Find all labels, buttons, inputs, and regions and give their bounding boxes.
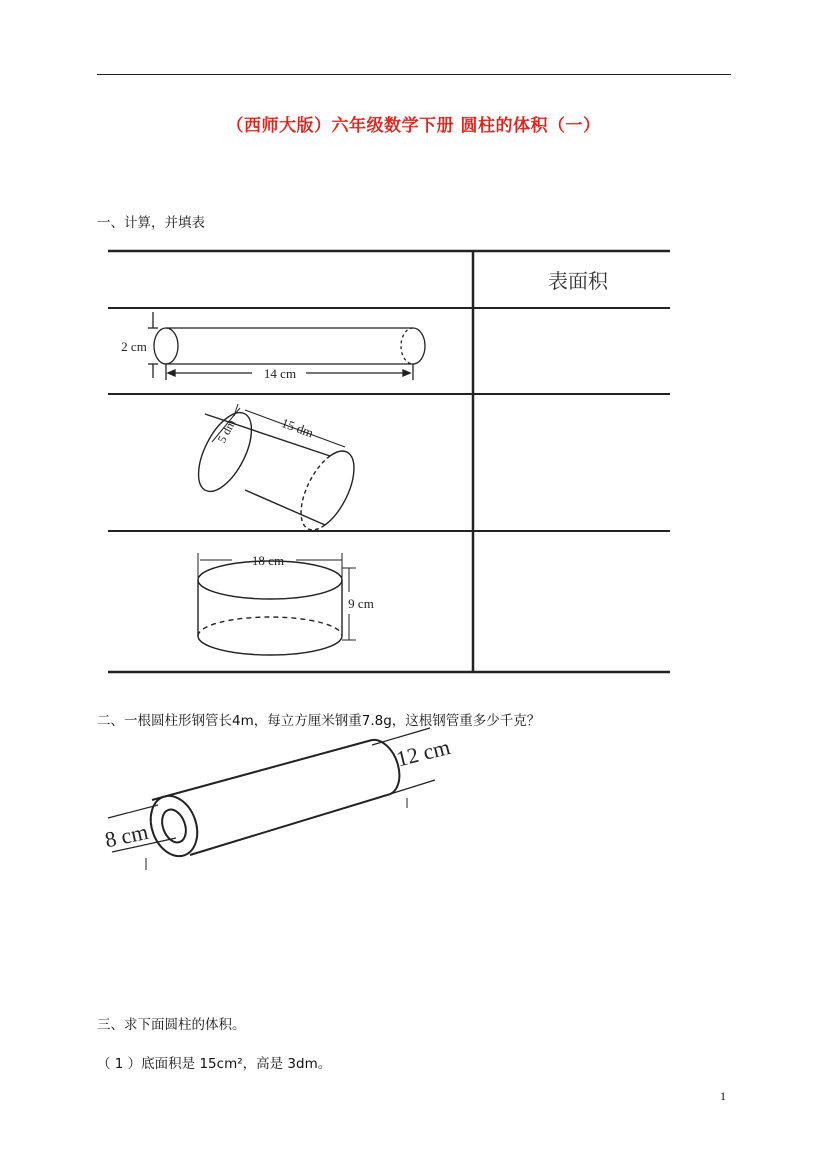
- header-surface-area: 表面积: [548, 271, 608, 293]
- section2-heading: 二、一根圆柱形钢管长4m，每立方厘米钢重7.8g，这根钢管重多少千克？: [97, 713, 541, 729]
- row2-length-label: 15 dm: [279, 415, 316, 441]
- row1-height-label: 2 cm: [121, 339, 147, 354]
- section3-heading: 三、求下面圆柱的体积。: [97, 1017, 246, 1033]
- pipe-inner-label: 8 cm: [102, 818, 151, 853]
- row3-height-label: 9 cm: [348, 596, 374, 611]
- section1-heading: 一、计算，并填表: [97, 215, 205, 231]
- pipe-outer-label: 12 cm: [393, 734, 453, 772]
- row3-diameter-label: 18 cm: [251, 553, 285, 568]
- row1-length-label: 14 cm: [263, 366, 297, 381]
- cylinder-drawing-3: [198, 553, 356, 655]
- cylinder-drawing-2: [188, 404, 354, 530]
- row2-diameter-label: 5 dm: [214, 417, 239, 446]
- section3-item1: （ 1 ）底面积是 15cm²，高是 3dm。: [97, 1056, 332, 1072]
- pipe-drawing: [108, 728, 435, 870]
- page-title: （西师大版）六年级数学下册 圆柱的体积（一）: [226, 116, 601, 136]
- page-number: 1: [720, 1089, 726, 1103]
